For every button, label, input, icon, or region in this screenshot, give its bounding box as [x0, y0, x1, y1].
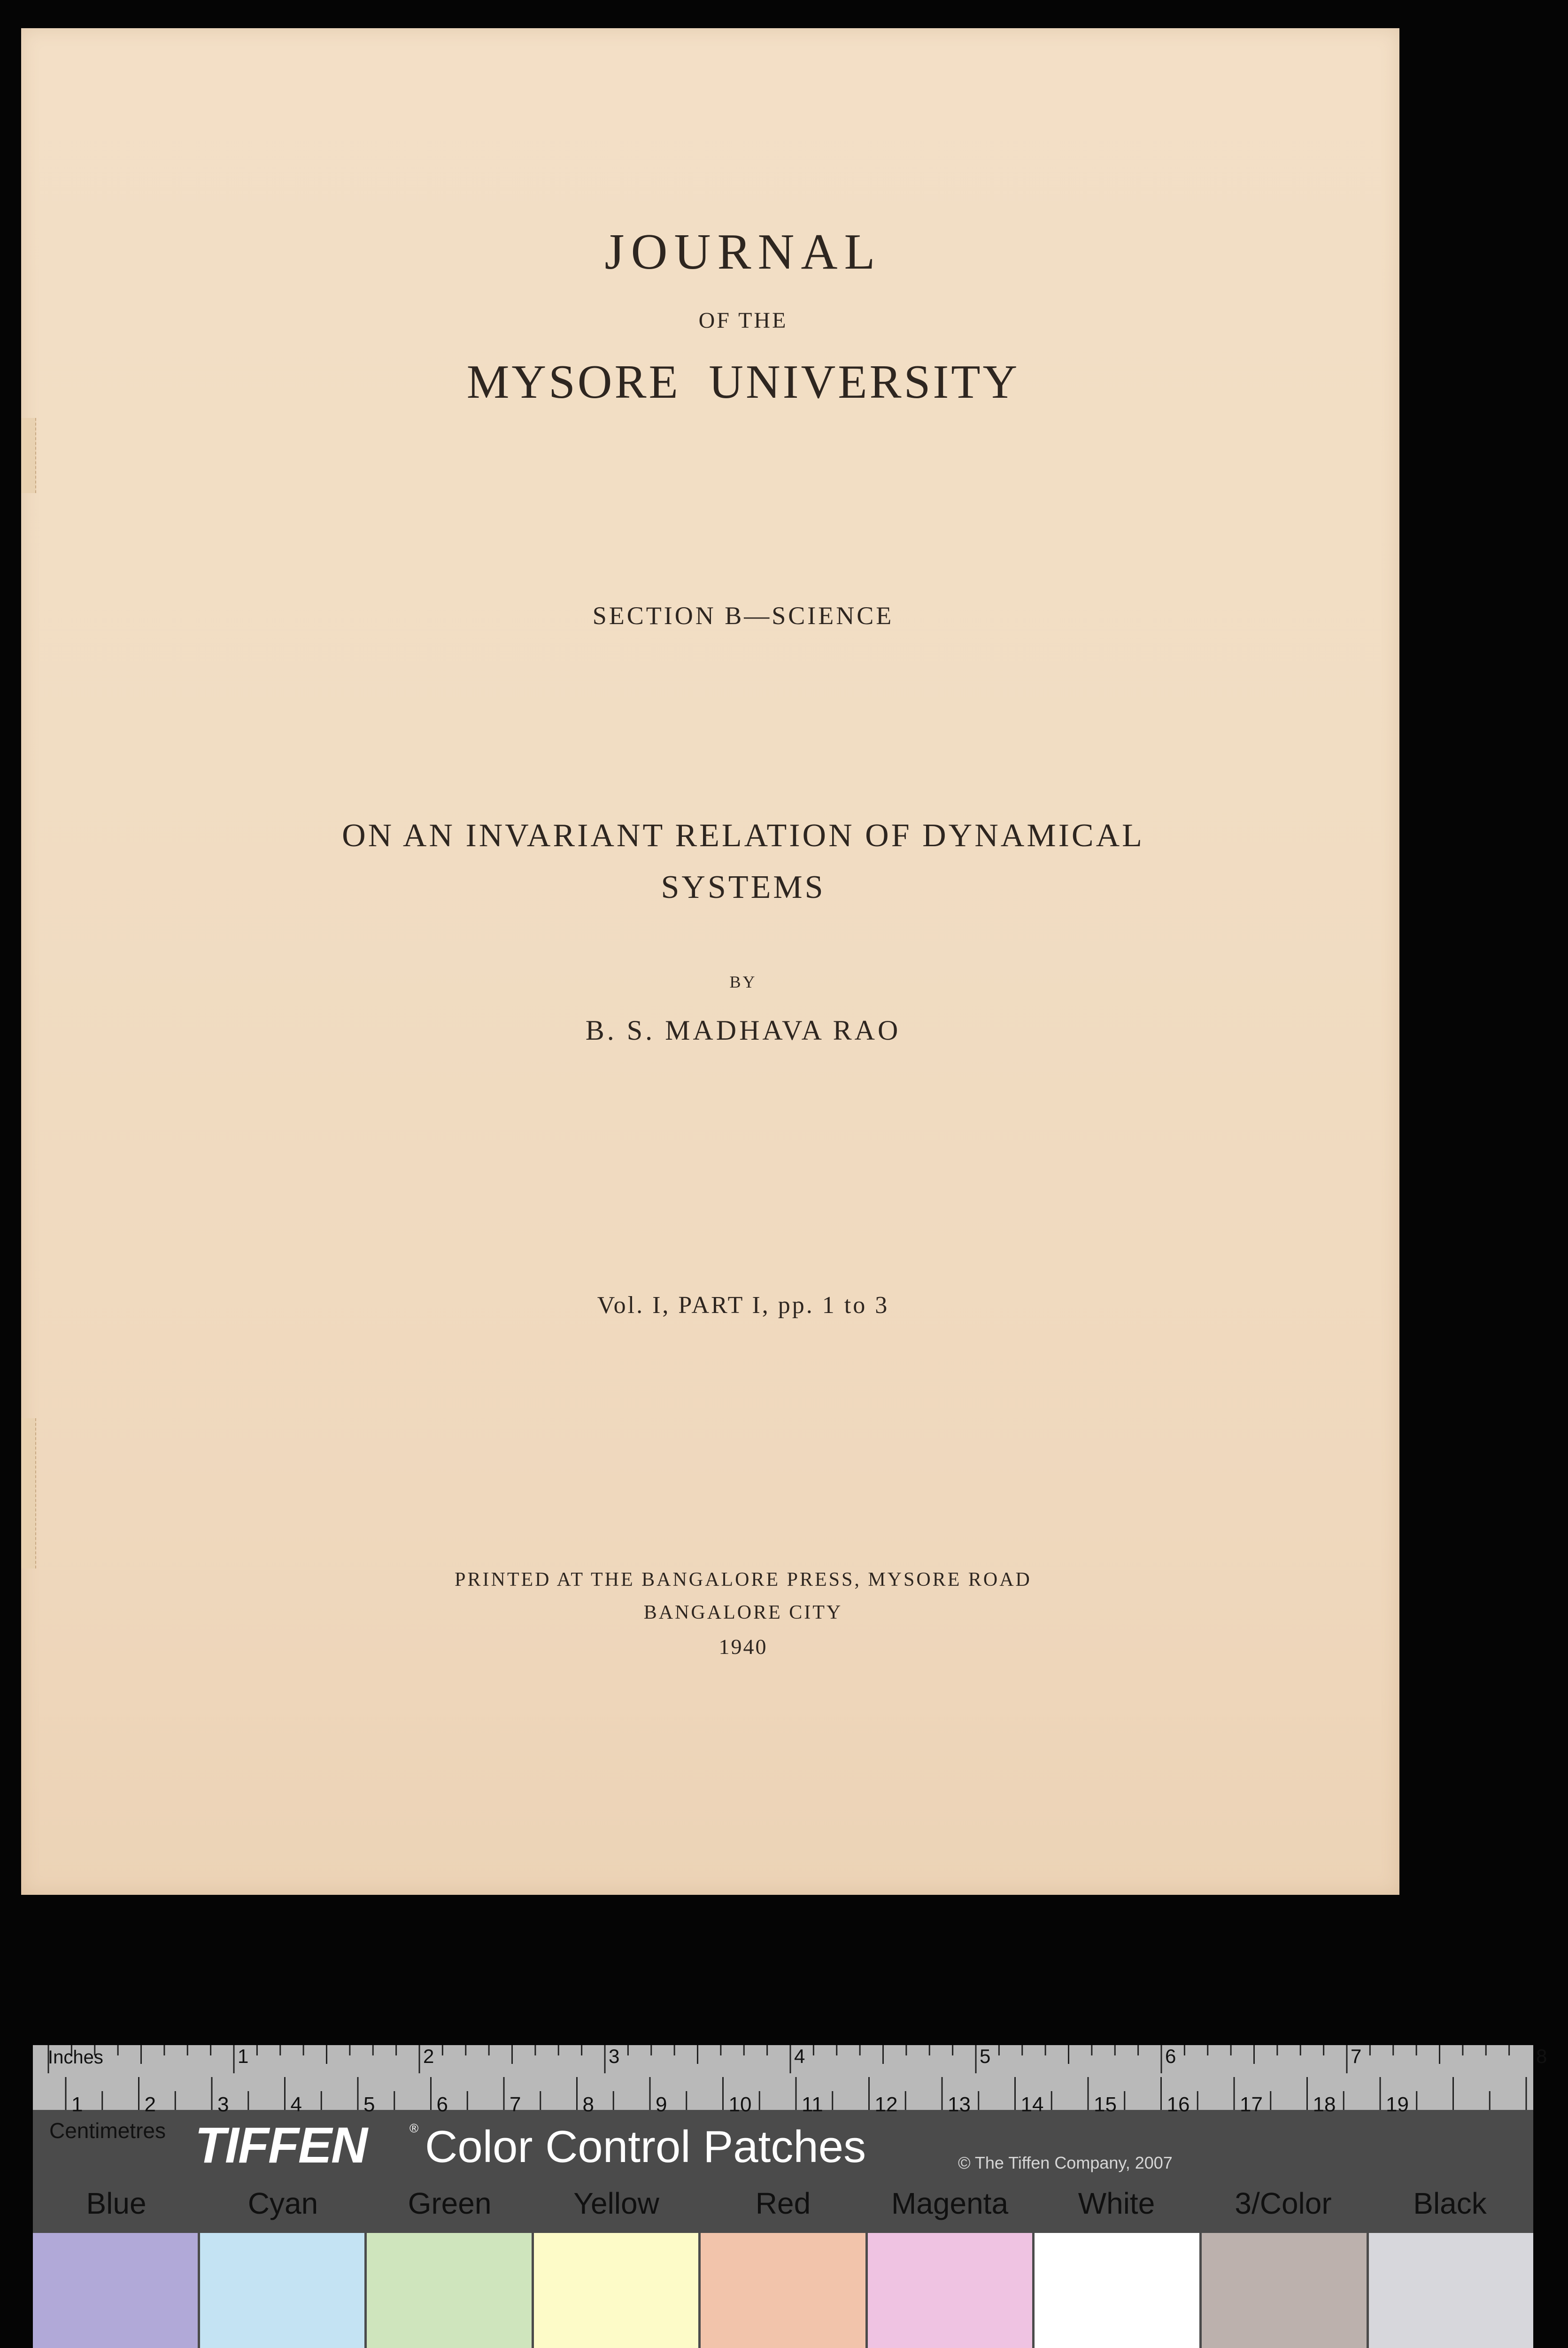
of-the-text: OF THE: [698, 308, 788, 333]
spine-wear: [21, 1418, 36, 1568]
article-title-line-2: SYSTEMS: [661, 869, 826, 905]
inch-number: 8: [1536, 2045, 1547, 2067]
centimetres-label: Centimetres: [49, 2118, 166, 2143]
cm-number: 11: [802, 2093, 823, 2116]
patch-label: Red: [755, 2186, 811, 2220]
cm-number: 6: [436, 2093, 448, 2116]
by-text: BY: [729, 973, 757, 991]
patch-label: Black: [1413, 2186, 1487, 2220]
inch-number: 6: [1165, 2045, 1176, 2067]
patch-label: White: [1078, 2186, 1155, 2220]
inch-number: 1: [238, 2045, 249, 2067]
journal-heading: JOURNAL: [604, 224, 882, 280]
color-patch-light: [367, 2233, 532, 2348]
patch-label: Cyan: [247, 2186, 318, 2220]
light-patch-row: [33, 2233, 1533, 2348]
copyright-text: © The Tiffen Company, 2007: [958, 2153, 1173, 2172]
cm-number: 15: [1094, 2093, 1117, 2116]
cm-number: 9: [656, 2093, 667, 2116]
color-patch-light: [868, 2233, 1033, 2348]
cm-number: 13: [948, 2093, 971, 2116]
inch-number: 2: [423, 2045, 434, 2067]
cm-number: 14: [1020, 2093, 1044, 2116]
patch-label: Green: [408, 2186, 492, 2220]
cm-number: 18: [1313, 2093, 1336, 2116]
cm-number: 16: [1166, 2093, 1190, 2116]
cm-number: 19: [1386, 2093, 1409, 2116]
cm-number: 7: [510, 2093, 521, 2116]
cm-number: 12: [874, 2093, 898, 2116]
color-patch-light: [1035, 2233, 1199, 2348]
inch-number: 7: [1351, 2045, 1362, 2067]
inch-number: 5: [980, 2045, 991, 2067]
patch-label: Magenta: [891, 2186, 1009, 2220]
color-patch-light: [1369, 2233, 1534, 2348]
publication-year: 1940: [718, 1635, 768, 1659]
inch-number: 4: [794, 2045, 805, 2067]
section-heading: SECTION B—SCIENCE: [592, 602, 894, 630]
printer-city: BANGALORE CITY: [643, 1602, 843, 1623]
color-patch-light: [1202, 2233, 1367, 2348]
patch-labels: [33, 2186, 1533, 2228]
volume-info: Vol. I, PART I, pp. 1 to 3: [597, 1292, 889, 1319]
cm-number: 5: [363, 2093, 375, 2116]
patch-label: Blue: [86, 2186, 147, 2220]
cm-number: 1: [71, 2093, 83, 2116]
tiffen-logo: TIFFEN: [195, 2116, 367, 2173]
patch-label: Yellow: [573, 2186, 659, 2220]
cm-number: 10: [728, 2093, 752, 2116]
spine-wear: [21, 418, 36, 493]
tiffen-color-strip: [33, 2045, 1547, 2348]
cm-number: 17: [1240, 2093, 1263, 2116]
university-name: MYSORE UNIVERSITY: [466, 355, 1020, 409]
color-patch-light: [701, 2233, 865, 2348]
inch-number: 3: [609, 2045, 620, 2067]
journal-cover: [21, 28, 1399, 1895]
cm-number: 8: [582, 2093, 594, 2116]
patch-grid: [33, 2233, 1533, 2348]
cm-number: 3: [217, 2093, 229, 2116]
inches-label: Inches: [48, 2047, 103, 2068]
registered-mark: ®: [409, 2121, 419, 2135]
product-title: Color Control Patches: [425, 2122, 866, 2172]
cm-number: 2: [144, 2093, 156, 2116]
author-name: B. S. MADHAVA RAO: [585, 1015, 901, 1046]
article-title-line-1: ON AN INVARIANT RELATION OF DYNAMICAL: [342, 818, 1144, 854]
color-patch-light: [534, 2233, 699, 2348]
color-patch-light: [200, 2233, 365, 2348]
patch-label: 3/Color: [1235, 2186, 1332, 2220]
color-patch-light: [33, 2233, 198, 2348]
printer-line: PRINTED AT THE BANGALORE PRESS, MYSORE ROAD: [455, 1569, 1032, 1591]
cm-number: 4: [290, 2093, 302, 2116]
